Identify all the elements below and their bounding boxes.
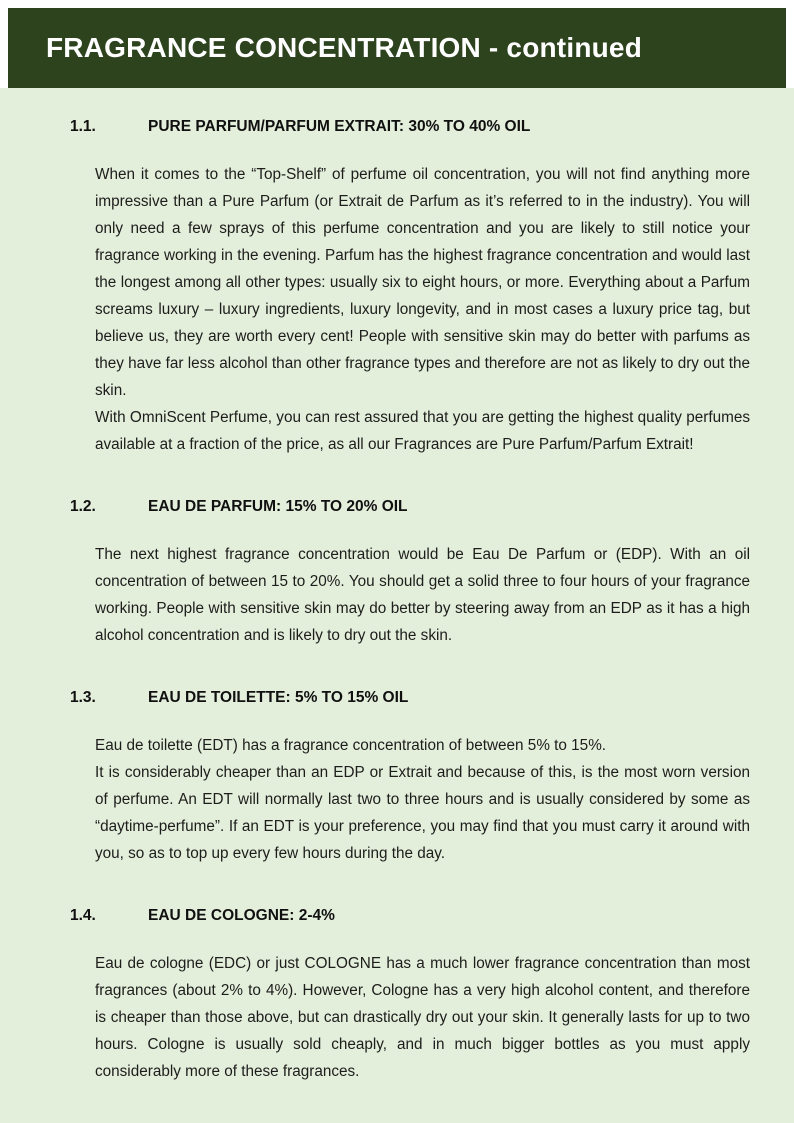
paragraph: Eau de toilette (EDT) has a fragrance concentration of between 5% to 15%. <box>95 737 607 754</box>
section-number: 1.1. <box>70 118 96 135</box>
paragraph: With OmniScent Perfume, you can rest assured that you are getting the highest quality perfumes available at a fraction of the price, as all our Fragrances are Pure Parfum/Parfum Extrait! <box>95 409 750 453</box>
paragraph: When it comes to the “Top-Shelf” of perfume oil concentration, you will not find anything more impressive than a Pure Parfum (or Extrait de Parfum as it’s referred to in the industry). You will only need a few sprays of this perfume concentration and you are likely to still notice your fragrance working in the evening. Parfum has the highest fragrance concentration and would last the longest among all other types: usually six to eight hours, or more. Everything about a Parfum screams luxury – luxury ingredients, luxury longevity, and in most cases a luxury price tag, but believe us, they are worth every cent! People with sensitive skin may do better with parfums as they have far less alcohol than other fragrance types and therefore are not as likely to dry out the skin. <box>95 166 750 399</box>
section-eau-de-cologne <box>70 907 750 1085</box>
section-title: EAU DE PARFUM: 15% TO 20% OIL <box>148 498 408 515</box>
section-heading <box>70 118 750 136</box>
page-title: FRAGRANCE CONCENTRATION - continued <box>46 32 642 63</box>
page-content <box>0 118 794 1085</box>
section-title: EAU DE TOILETTE: 5% TO 15% OIL <box>148 689 409 706</box>
section-pure-parfum <box>70 118 750 458</box>
section-number: 1.2. <box>70 498 96 515</box>
section-eau-de-parfum <box>70 498 750 649</box>
page-margin <box>0 0 794 88</box>
section-number: 1.4. <box>70 907 96 924</box>
section-heading <box>70 907 750 925</box>
section-title: EAU DE COLOGNE: 2-4% <box>148 907 335 924</box>
section-eau-de-toilette <box>70 689 750 867</box>
section-heading <box>70 689 750 707</box>
paragraph: It is considerably cheaper than an EDP or Extrait and because of this, is the most worn version of perfume. An EDT will normally last two to three hours and is usually considered by some as “daytime-perfume”. If an EDT is your preference, you may find that you must carry it around with you, so as to top up every few hours during the day. <box>95 764 750 862</box>
section-heading <box>70 498 750 516</box>
section-title: PURE PARFUM/PARFUM EXTRAIT: 30% TO 40% OIL <box>148 118 531 135</box>
page-header <box>8 8 786 88</box>
paragraph: Eau de cologne (EDC) or just COLOGNE has a much lower fragrance concentration than most fragrances (about 2% to 4%). However, Cologne has a very high alcohol content, and therefore is cheaper than those above, but can drastically dry out your skin. It generally lasts for up to two hours. Cologne is usually sold cheaply, and in much bigger bottles as you must apply considerably more of these fragrances. <box>95 955 750 1080</box>
section-number: 1.3. <box>70 689 96 706</box>
paragraph: The next highest fragrance concentration would be Eau De Parfum or (EDP). With an oil concentration of between 15 to 20%. You should get a solid three to four hours of your fragrance working. People with sensitive skin may do better by steering away from an EDP as it has a high alcohol concentration and is likely to dry out the skin. <box>95 546 750 644</box>
